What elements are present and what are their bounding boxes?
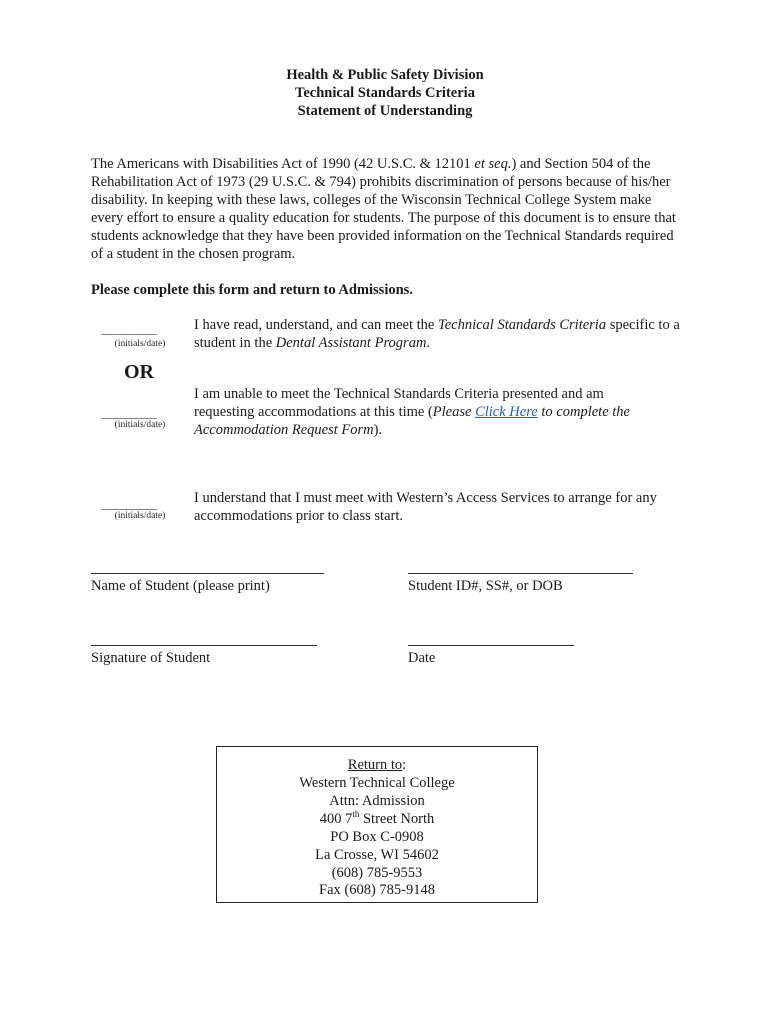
page-subtitle: Technical Standards Criteria bbox=[295, 85, 475, 101]
student-id-input[interactable] bbox=[408, 573, 633, 574]
initials-field-3[interactable]: ___________ bbox=[101, 497, 156, 511]
initials-field-1[interactable]: ___________ bbox=[101, 322, 156, 336]
return-fax: Fax (608) 785-9148 bbox=[319, 882, 435, 898]
initials-caption-3: (initials/date) bbox=[114, 511, 166, 521]
option-unable-text: I am unable to meet the Technical Standards Criteria presented and am requesting accommodations at this time (Please Click Here to complete the Accommodation Request Form). bbox=[194, 386, 630, 438]
student-name-label: Name of Student (please print) bbox=[91, 578, 270, 594]
return-city: La Crosse, WI 54602 bbox=[315, 847, 439, 863]
return-attn: Attn: Admission bbox=[329, 793, 425, 809]
signature-input[interactable] bbox=[91, 645, 317, 646]
student-name-input[interactable] bbox=[91, 573, 324, 574]
page-title: Health & Public Safety Division bbox=[286, 67, 484, 83]
option-can-meet-text: I have read, understand, and can meet the Technical Standards Criteria specific to a student in the Dental Assistant Program. bbox=[194, 317, 680, 351]
return-street: 400 7th Street North bbox=[319, 809, 435, 827]
date-input[interactable] bbox=[408, 645, 574, 646]
option-access-services-text: I understand that I must meet with Western’s Access Services to arrange for any accommodations prior to class start. bbox=[194, 490, 657, 524]
date-label: Date bbox=[408, 650, 436, 666]
or-label: OR bbox=[124, 361, 154, 383]
return-phone: (608) 785-9553 bbox=[331, 865, 423, 881]
click-here-link[interactable]: Click Here bbox=[475, 404, 538, 420]
initials-caption-2: (initials/date) bbox=[114, 420, 166, 430]
intro-paragraph: The Americans with Disabilities Act of 1990 (42 U.S.C. & 12101 et seq.) and Section 504 of the Rehabilitation Act of 1973 (29 U.S.C. & 794) prohibits discrimination of persons because of his/her disability. In keeping with these laws, colleges of the Wisconsin Technical College System make every effort to ensure a quality education for students. The purpose of this document is to ensure that students acknowledge that they have been provided information on the Technical Standards required of a student in the chosen program. bbox=[91, 156, 676, 262]
student-id-label: Student ID#, SS#, or DOB bbox=[408, 578, 563, 594]
return-pobox: PO Box C-0908 bbox=[330, 829, 424, 845]
signature-label: Signature of Student bbox=[91, 650, 211, 666]
return-college: Western Technical College bbox=[299, 775, 455, 791]
instruction-text: Please complete this form and return to Admissions. bbox=[91, 282, 413, 298]
initials-field-2[interactable]: ___________ bbox=[101, 406, 156, 420]
initials-caption-1: (initials/date) bbox=[114, 339, 166, 349]
return-to-heading: Return to: bbox=[347, 757, 407, 773]
page-subtitle-2: Statement of Understanding bbox=[297, 103, 473, 119]
